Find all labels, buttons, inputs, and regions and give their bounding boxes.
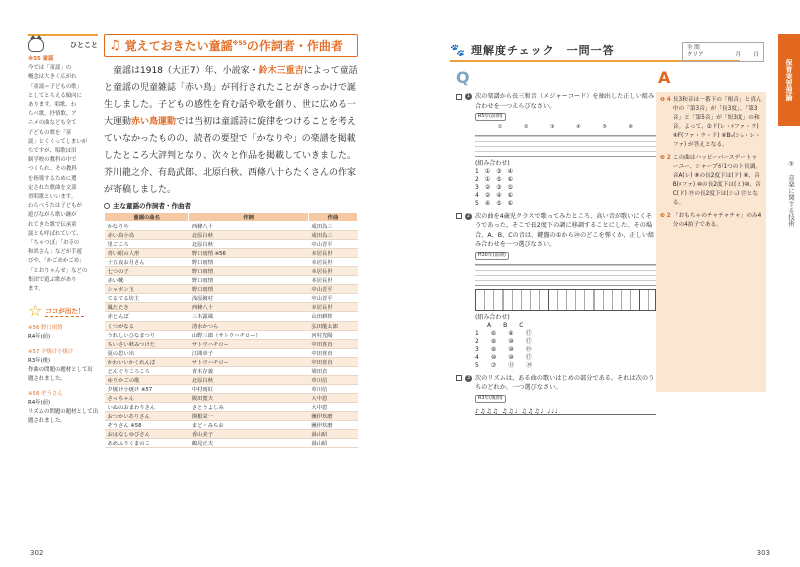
clear-date-box <box>682 42 764 62</box>
answer-item <box>660 212 762 230</box>
side-note <box>28 55 98 294</box>
table-cell: 河村光陽 <box>308 330 357 339</box>
table-title: 主な童謡の作詞者・作曲者 <box>104 201 358 210</box>
side-note-line: わらべうたは子どもが <box>28 203 82 210</box>
question-2 <box>456 212 656 370</box>
table-cell: おつかいありさん <box>105 411 189 420</box>
side-note-line: 「ちゃつぼ」「お寺の <box>28 240 80 247</box>
table-row <box>105 276 358 285</box>
staff-number: ① <box>497 124 503 130</box>
table-cell: 七つの子 <box>105 267 189 276</box>
table-cell: 青い眼の人形 <box>105 249 189 258</box>
side-note-line: ます。 <box>28 286 44 293</box>
staff-numbers <box>475 123 656 133</box>
question-number-3: 3 <box>466 374 471 381</box>
answer-text: この曲はハッピーバースデートゥーユー、シャープが1つのト長調。音A(レ) ⑧の長2度下は(ド) ⑧、音B(♯ファ) ⑩の長2度下は(ミ)⑩、音C(ド) ⑲の長2度下は(シ♭) ⑰となる。 <box>672 155 762 206</box>
side-note-line: 謡」とくくってしまいが <box>28 138 88 145</box>
combo-row: 3 ② ③ ⑤ <box>475 183 513 191</box>
a-letter: A <box>658 68 671 87</box>
side-note-line: れてきた歌で伝承童 <box>28 221 77 228</box>
star-icon: ☆ <box>28 301 43 321</box>
table-cell: うれしいひなまつり <box>105 330 189 339</box>
table-row <box>105 357 358 366</box>
table-cell: どんぐりころころ <box>105 366 189 375</box>
table-row <box>105 222 358 231</box>
table-row <box>105 294 358 303</box>
table-header: 童謡の曲名 <box>105 213 189 222</box>
table-cell: 中山晋平 <box>308 285 357 294</box>
clear-month: 月 <box>735 52 741 58</box>
table-cell: さっちゃん <box>105 393 189 402</box>
koko-title: ココが出た！ <box>45 306 85 315</box>
table-cell: 北原白秋 <box>189 240 309 249</box>
table-cell: 清水かつら <box>189 321 309 330</box>
table-cell: 成田為三 <box>308 231 357 240</box>
answer-number: ❶ 4 <box>660 97 671 103</box>
table-cell: 香山美子 <box>189 430 309 439</box>
table-row <box>105 267 358 276</box>
combo-title-2: (組み合わせ) <box>475 313 510 321</box>
combo-row: 5 ⑦ ⑪ ⑲ <box>475 361 533 369</box>
side-note-line: 「とおりゃんせ」などの <box>28 267 88 274</box>
questions-column <box>456 92 656 421</box>
table-cell: 赤い靴 <box>105 276 189 285</box>
table-cell: 中田喜直 <box>308 348 357 357</box>
table-cell: 赤とんぼ <box>105 312 189 321</box>
question-source-3: R3年(後期) <box>475 395 506 403</box>
table-cell: 中田喜直 <box>308 339 357 348</box>
table-row <box>105 249 358 258</box>
table-cell: 西條八十 <box>189 303 309 312</box>
question-number-2: 2 <box>466 212 471 219</box>
quiz-title: 理解度チェック 一問一答 <box>470 44 615 57</box>
table-cell: 野口雨情 ※56 <box>189 249 309 258</box>
main-column <box>104 34 358 448</box>
table-row <box>105 321 358 330</box>
side-note-line: 「童謡＝子どもの歌」 <box>28 83 82 90</box>
table-cell: 本居長世 <box>308 258 357 267</box>
table-cell: 本居長世 <box>308 267 357 276</box>
table-cell: てるてる坊主 <box>105 294 189 303</box>
table-cell: いぬのおまわりさん <box>105 402 189 411</box>
table-cell: 北原白秋 <box>189 231 309 240</box>
koko-item-ref: ※58 ぞうさん <box>28 391 63 398</box>
section-title <box>104 34 358 57</box>
table-cell: 中村雨紅 <box>189 384 309 393</box>
table-cell: 草川信 <box>308 384 357 393</box>
clear-label: 全 問 クリア <box>687 45 704 58</box>
checkbox-q3[interactable] <box>456 375 462 381</box>
table-cell: 青木存義 <box>189 366 309 375</box>
piano-keyboard <box>475 289 656 311</box>
table-cell: あめふりくまのこ <box>105 439 189 448</box>
answer-number: ❸ 2 <box>660 213 671 219</box>
body-paragraph: 童謡は1918（大正7）年、小説家・鈴木三重吉によって童話と童謡の児童雑誌「赤い鳥」が刊行されたことがきっかけで誕生しました。子どもの感性を育む話や歌を創り、世に広める一大運動赤い鳥運動では当初は童謡詩に旋律をつけることを考えていなかったものの、読者の要望で「かなりや」の楽譜を掲載したところ大評判となり、次々と作品を掲載していきました。芥川龍之介、有島武郎、北原白秋、西條八十らたくさんの作家が寄稿しました。 <box>104 66 358 195</box>
table-cell: 湯山昭 <box>308 430 357 439</box>
question-text-3: 次のリズムは、ある曲の歌いはじめの部分である。それは次のうちのどれか、一つ選びなさい。 <box>475 374 655 391</box>
music-staff-2 <box>475 264 656 286</box>
table-cell: 湯山昭 <box>308 439 357 448</box>
staff-number: ④ <box>576 124 581 130</box>
side-note-line: 概念は大きく広がれ <box>28 74 77 81</box>
table-cell: 野口雨情 <box>189 267 309 276</box>
koko-item <box>28 390 98 426</box>
table-cell: シャボン玉 <box>105 285 189 294</box>
table-cell: 山田耕筰 <box>308 312 357 321</box>
table-cell: 山野三郎（サトウハチロー） <box>189 330 309 339</box>
side-note-line: ニメの曲なども全て <box>28 120 77 127</box>
koko-item-ref: ※56 野口雨情 <box>28 325 63 332</box>
combo-row: 1 ① ③ ④ <box>475 167 513 175</box>
table-cell: 里ごころ <box>105 240 189 249</box>
table-cell: 赤い鳥小鳥 <box>105 231 189 240</box>
table-row <box>105 384 358 393</box>
question-1 <box>456 92 656 208</box>
rhythm-notation: ♪♫♫♫ ♫♫♩ ♫♫♫♩ ♩♩♩ <box>475 407 656 415</box>
table-cell: 浅原鏡村 <box>189 294 309 303</box>
table-row <box>105 375 358 384</box>
q-letter: Q <box>456 68 470 87</box>
hitokoto-title: ひとこと <box>70 41 98 49</box>
music-note-icon: ♫ <box>109 38 121 53</box>
table-row <box>105 366 358 375</box>
cat-icon <box>28 38 44 52</box>
circle-bullet-icon <box>104 203 110 209</box>
table-cell: 鶴見正夫 <box>189 439 309 448</box>
table-row <box>105 339 358 348</box>
table-row <box>105 402 358 411</box>
side-note-line: 省唱歌といいます。 <box>28 194 77 201</box>
koko-header <box>28 301 98 321</box>
side-note-body <box>28 64 98 294</box>
songs-table <box>104 212 358 448</box>
page-number-right: 303 <box>756 549 770 557</box>
staff-number: ⑥ <box>628 124 634 130</box>
koko-item-text: R4年(前) <box>28 334 51 341</box>
side-note-line: びや、「かごめかごめ」 <box>28 258 85 265</box>
side-note-line: 定された歌曲を文部 <box>28 184 77 191</box>
staff-number: ② <box>523 124 529 130</box>
table-row <box>105 240 358 249</box>
table-row <box>105 330 358 339</box>
hitokoto-header <box>28 34 98 52</box>
checkbox-q1[interactable] <box>456 94 462 100</box>
table-cell: 野口雨情 <box>189 276 309 285</box>
table-cell: 大中恩 <box>308 402 357 411</box>
combo-row: 2 ① ⑤ ⑥ <box>475 175 513 183</box>
question-text-2: 次の曲を4歳児クラスで歌ってみたところ、高い音が歌いにくそうであった。そこで長2度下の調に移調することにした。その場合、A、B、Cの音は、鍵盤の①から⑳のどこを弾くか、正しい組み合わせを一つ選びなさい。 <box>475 212 655 248</box>
answer-item <box>660 96 762 150</box>
answers-column <box>656 92 766 392</box>
side-note-line: 和尚さん」などが手遊 <box>28 249 82 256</box>
koko-item-text: R3年(後) 作曲の問題の題材として出題されました。 <box>28 358 93 383</box>
table-cell: 梁田貞 <box>308 366 357 375</box>
table-cell: ゆりかごの歌 <box>105 375 189 384</box>
answer-number: ❷ 2 <box>660 155 671 161</box>
combo-row: 2 ⑧ ⑩ ⑰ <box>475 337 532 345</box>
combo-row: 4 ② ④ ⑥ <box>475 191 513 199</box>
combos-2 <box>475 330 656 370</box>
checkbox-q2[interactable] <box>456 213 462 219</box>
table-cell: 成田為三 <box>308 222 357 231</box>
table-row <box>105 312 358 321</box>
table-cell: さとうよしみ <box>189 402 309 411</box>
koko-item <box>28 348 98 384</box>
hitokoto-sidebar <box>28 34 98 426</box>
table-row <box>105 439 358 448</box>
combo-row: 3 ⑧ ⑩ ⑲ <box>475 345 532 353</box>
koko-item-text: R4年(前) リズムの問題の題材として出題されました。 <box>28 400 98 425</box>
table-cell: ぞうさん ※58 <box>105 421 189 430</box>
clear-day: 日 <box>753 52 759 58</box>
table-cell: 中山晋平 <box>308 294 357 303</box>
table-header: 作曲 <box>308 213 357 222</box>
table-row <box>105 285 358 294</box>
koko-items <box>28 324 98 426</box>
koko-item <box>28 324 98 342</box>
side-note-line: 今では「童謡」の <box>28 65 72 72</box>
side-note-line: 謡とも呼ばれていて、 <box>28 230 82 237</box>
answer-text: 「おもちゃのチャチャチャ」のみ4分の4拍子である。 <box>672 213 762 228</box>
combo-title-1: (組み合わせ) <box>475 159 510 167</box>
side-note-line: を指導するために選 <box>28 175 77 182</box>
table-cell: 中山晋平 <box>308 240 357 249</box>
table-cell: 江間章子 <box>189 348 309 357</box>
table-cell: 本居長世 <box>308 303 357 312</box>
question-source-1: R5年(前期) <box>475 113 506 121</box>
right-page <box>400 0 800 567</box>
table-cell: 鳳たたき <box>105 303 189 312</box>
table-cell: 弘田龍太郎 <box>308 321 357 330</box>
side-note-line: らべ歌、抒情歌、ア <box>28 111 77 118</box>
table-cell: 北原白秋 <box>189 375 309 384</box>
table-cell: かなりや <box>105 222 189 231</box>
staff-number: ③ <box>550 124 555 130</box>
table-cell: 大中恩 <box>308 393 357 402</box>
side-subtitle: ③ 音楽に関する技術 <box>787 160 795 227</box>
side-note-line: 遊びながら歌い継が <box>28 212 77 219</box>
table-header: 作詞 <box>189 213 309 222</box>
paw-icon: 🐾 <box>450 43 465 57</box>
table-row <box>105 231 358 240</box>
table-cell: 本居長世 <box>308 249 357 258</box>
table-cell: 團伊玖磨 <box>308 411 357 420</box>
table-cell: 團伊玖磨 <box>308 421 357 430</box>
table-row <box>105 348 358 357</box>
table-cell: くつがなる <box>105 321 189 330</box>
table-row <box>105 258 358 267</box>
table-cell: 野口雨情 <box>189 258 309 267</box>
table-cell: おはなしゆびさん <box>105 430 189 439</box>
table-cell: 三木露風 <box>189 312 309 321</box>
question-text-1: 次の楽譜から長三和音（メジャーコード）を抽出した正しい組み合わせを一つえらびなさい。 <box>475 93 655 110</box>
table-cell: ちいさい秋みつけた <box>105 339 189 348</box>
combo-row: 1 ⑥ ⑧ ⑰ <box>475 329 532 337</box>
table-cell: かわいいかくれんぼ <box>105 357 189 366</box>
table-cell: 本居長世 <box>308 276 357 285</box>
answer-item <box>660 154 762 208</box>
combo-row: 4 ⑩ ⑩ ⑰ <box>475 353 532 361</box>
table-cell: サトウハチロー <box>189 339 309 348</box>
table-cell: 十五夜お月さん <box>105 258 189 267</box>
side-note-line: 集団で遊ぶ歌があり <box>28 276 77 283</box>
side-note-line: あります。唱歌、わ <box>28 102 77 109</box>
table-cell: まど・みちお <box>189 421 309 430</box>
table-cell: 夕焼け小焼け ※57 <box>105 384 189 393</box>
table-cell: 阪田寛夫 <box>189 393 309 402</box>
side-note-line: 子どもの歌を「童 <box>28 129 72 136</box>
side-note-line: 制学校の教科の中で <box>28 157 77 164</box>
table-cell: 野口雨情 <box>189 285 309 294</box>
table-cell: 関根栄一 <box>189 411 309 420</box>
combo-row: 5 ④ ⑤ ⑥ <box>475 199 513 207</box>
table-cell: 中田喜直 <box>308 357 357 366</box>
table-cell: 西條八十 <box>189 222 309 231</box>
question-3 <box>456 374 656 417</box>
side-note-line: としてとらえる傾向に <box>28 92 82 99</box>
table-cell: 草川信 <box>308 375 357 384</box>
question-number-1: 1 <box>466 93 471 99</box>
table-row <box>105 393 358 402</box>
side-note-line: つくられ、その教科 <box>28 166 77 173</box>
table-cell: サトウハチロー <box>189 357 309 366</box>
table-row <box>105 303 358 312</box>
table-cell: 夏の思い出 <box>105 348 189 357</box>
section-title-text: 覚えておきたい童謡$^{※55}$の作詞者・作曲者 <box>124 39 343 53</box>
side-note-ref: ※55 童謡 <box>28 56 54 62</box>
table-row <box>105 421 358 430</box>
side-tab: 保育実習理論 <box>778 34 800 126</box>
combo-header-2: A B C <box>475 321 524 329</box>
staff-number: ⑤ <box>602 124 607 130</box>
answer-text: 長3和音は一番下の「根音」と真ん中の「第3音」が「長3度」、「第3音」と「第5音」が「短3度」の和音。よって、②ド(レ・♯ファ・ラ) ④F(ファ・ラ・ド) ⑥B♭(シ♭・レ・ファ) が答えとなる。 <box>672 97 762 148</box>
table-row <box>105 411 358 420</box>
music-staff-1 <box>475 135 656 157</box>
combos-1 <box>475 168 656 208</box>
table-row <box>105 430 358 439</box>
koko-item-ref: ※57 夕焼け小焼け <box>28 349 74 356</box>
page-number-left: 302 <box>30 549 44 557</box>
side-note-line: ちですが、唱歌は旧 <box>28 148 77 155</box>
question-source-2: H30年(前期) <box>475 252 509 260</box>
